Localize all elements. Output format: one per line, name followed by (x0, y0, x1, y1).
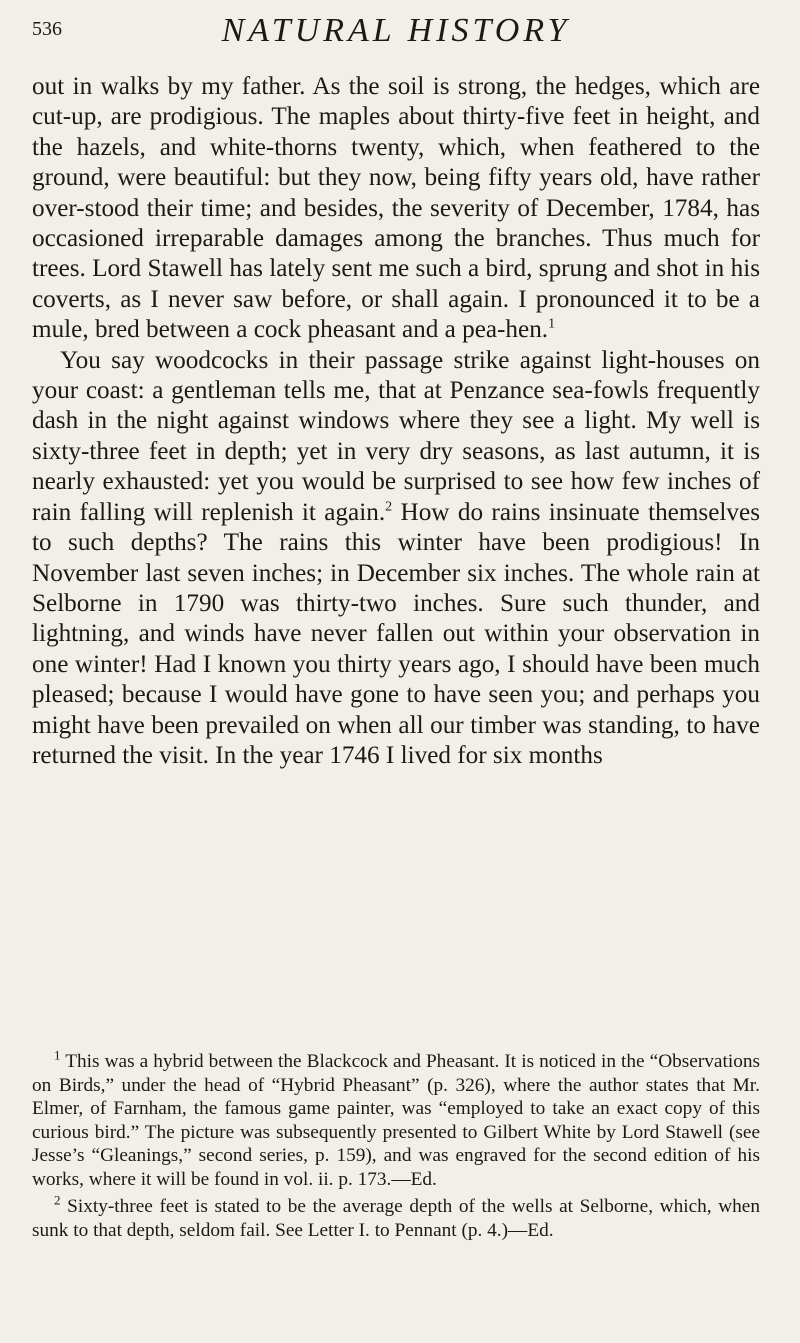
paragraph (32, 72, 760, 346)
paragraph-text: You say woodcocks in their passage strike against light-houses on your coast: a gentleman tells me, that at Penzance sea-fowls frequently dash in the night against windows where they see a light. My well is sixty-three feet in depth; yet in very dry seasons, as last autumn, it is nearly exhausted: yet you would be surprised to see how few inches of rain falling will replenish it again. (32, 346, 760, 526)
paragraph-text: How do rains insinuate themselves to such depths? The rains this winter have been prodigious! In November last seven inches; in December six inches. The whole rain at Selborne in 1790 was thirty-two inches. Sure such thunder, and lightning, and winds have never fallen out within your observation in one winter! Had I known you thirty years ago, I should have been much pleased; because I would have gone to have seen you; and perhaps you might have been prevailed on when all our timber was standing, to have returned the visit. In the year 1746 I lived for six months (32, 498, 760, 769)
footnote-reference: 1 (548, 316, 556, 332)
footnote-marker: 1 (54, 1047, 61, 1063)
page-header (32, 4, 760, 62)
body-text (32, 72, 760, 771)
paragraph-text: out in walks by my father. As the soil is strong, the hedges, which are cut-up, are prodigious. The maples about thirty-five feet in height, and the hazels, and white-thorns twenty, which, when feathered to the ground, were beautiful: but they now, being fifty years old, have rather over-stood their time; and besides, the severity of December, 1784, has occasioned irreparable damages among the branches. Thus much for trees. Lord Stawell has lately sent me such a bird, sprung and shot in his coverts, as I never saw before, or shall again. I pronounced it to be a mule, bred between a cock pheasant and a pea-hen. (32, 73, 760, 344)
footnote-reference: 2 (385, 499, 393, 515)
page-number: 536 (32, 18, 62, 40)
paragraph (32, 346, 760, 772)
footnote-text: Sixty-three feet is stated to be the average depth of the wells at Selborne, which, when sunk to that depth, seldom fail. See Letter I. to Pennant (p. 4.)—Ed. (32, 1196, 760, 1241)
footnote-marker: 2 (54, 1192, 61, 1208)
footnote-text: This was a hybrid between the Blackcock and Pheasant. It is noticed in the “Observations on Birds,” under the head of “Hybrid Pheasant” (p. 326), where the author states that Mr. Elmer, of Farnham, the famous game painter, was “employed to take an exact copy of this curious bird.” The picture was subsequently presented to Gilbert White by Lord Stawell (see Jesse’s “Gleanings,” second series, p. 159), and was engraved for the second edition of his works, where it will be found in vol. ii. p. 173.—Ed. (32, 1051, 760, 1190)
footnote (32, 1192, 760, 1242)
running-head: NATURAL HISTORY (221, 12, 571, 49)
footnote (32, 1047, 760, 1191)
footnotes (32, 1047, 760, 1242)
